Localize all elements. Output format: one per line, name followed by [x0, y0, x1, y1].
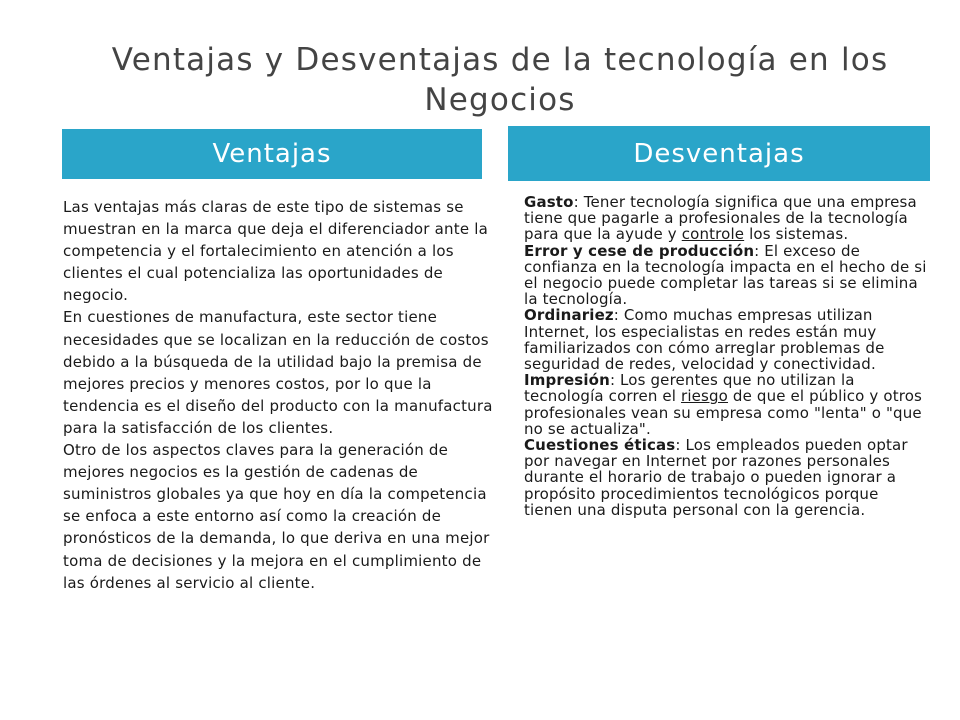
desventajas-header: [508, 126, 930, 181]
desventaja-text: los sistemas.: [744, 225, 849, 244]
slide-title: Ventajas y Desventajas de la tecnología en los Negocios: [111, 42, 889, 118]
ventajas-paragraph: Otro de los aspectos claves para la generación de mejores negocios es la gestión de cadenas de suministros globales ya que hoy en día la competencia se enfoca a este entorno así como la creación de pronósticos de la demanda, lo que deriva en una mejor toma de decisiones y la mejora en el cumplimiento de las órdenes al servicio al cliente.: [63, 441, 490, 592]
desventaja-text: : El exceso de confianza en la tecnología impacta en el hecho de si el negocio puede completar las tareas si se elimina la tecnología.: [524, 241, 927, 309]
desventaja-text: : Los empleados pueden optar por navegar en Internet por razones personales durante el horario de trabajo o pueden ignorar a propósito procedimientos tecnológicos porque tienen una disputa personal con la gerencia.: [524, 436, 908, 519]
desventaja-term: Cuestiones éticas: [524, 436, 676, 455]
desventaja-text: de que el público y otros profesionales vean su empresa como "lenta" o "que no se actualiza".: [524, 387, 923, 438]
desventaja-item: [524, 194, 928, 243]
ventajas-header-label: Ventajas: [212, 139, 332, 169]
ventajas-paragraph: En cuestiones de manufactura, este sector tiene necesidades que se localizan en la reducción de costos debido a la búsqueda de la utilidad bajo la premisa de mejores precios y menores costos, por lo que la tendencia es el diseño del producto con la manufactura para la satisfacción de los clientes.: [63, 308, 493, 437]
ventajas-header: [62, 129, 482, 179]
desventaja-link: controle: [681, 225, 745, 244]
desventaja-term: Impresión: [524, 371, 610, 390]
ventajas-paragraph: Las ventajas más claras de este tipo de sistemas se muestran en la marca que deja el diferenciador ante la competencia y el fortalecimiento en atención a los clientes el cual potencializa las oportunidades de negocio.: [63, 198, 488, 305]
desventaja-text: : Como muchas empresas utilizan Internet, los especialistas en redes están muy familiarizados con cómo arreglar problemas de seguridad de redes, velocidad y conectividad.: [524, 306, 885, 374]
desventaja-term: Ordinariez: [524, 306, 614, 325]
desventaja-link: riesgo: [681, 387, 729, 406]
desventaja-text: : Tener tecnología significa que una empresa tiene que pagarle a profesionales de la tecnología para que la ayude y: [524, 193, 917, 244]
desventajas-body: [524, 194, 928, 518]
ventajas-body: [63, 196, 495, 594]
desventaja-item: [524, 437, 928, 518]
desventaja-term: Gasto: [524, 193, 574, 211]
desventaja-text: : Los gerentes que no utilizan la tecnología corren el: [524, 371, 855, 406]
desventajas-header-label: Desventajas: [633, 138, 805, 169]
desventaja-item: [524, 243, 928, 308]
desventaja-item: [524, 307, 928, 372]
desventaja-item: [524, 372, 928, 437]
desventaja-term: Error y cese de producción: [524, 241, 755, 260]
